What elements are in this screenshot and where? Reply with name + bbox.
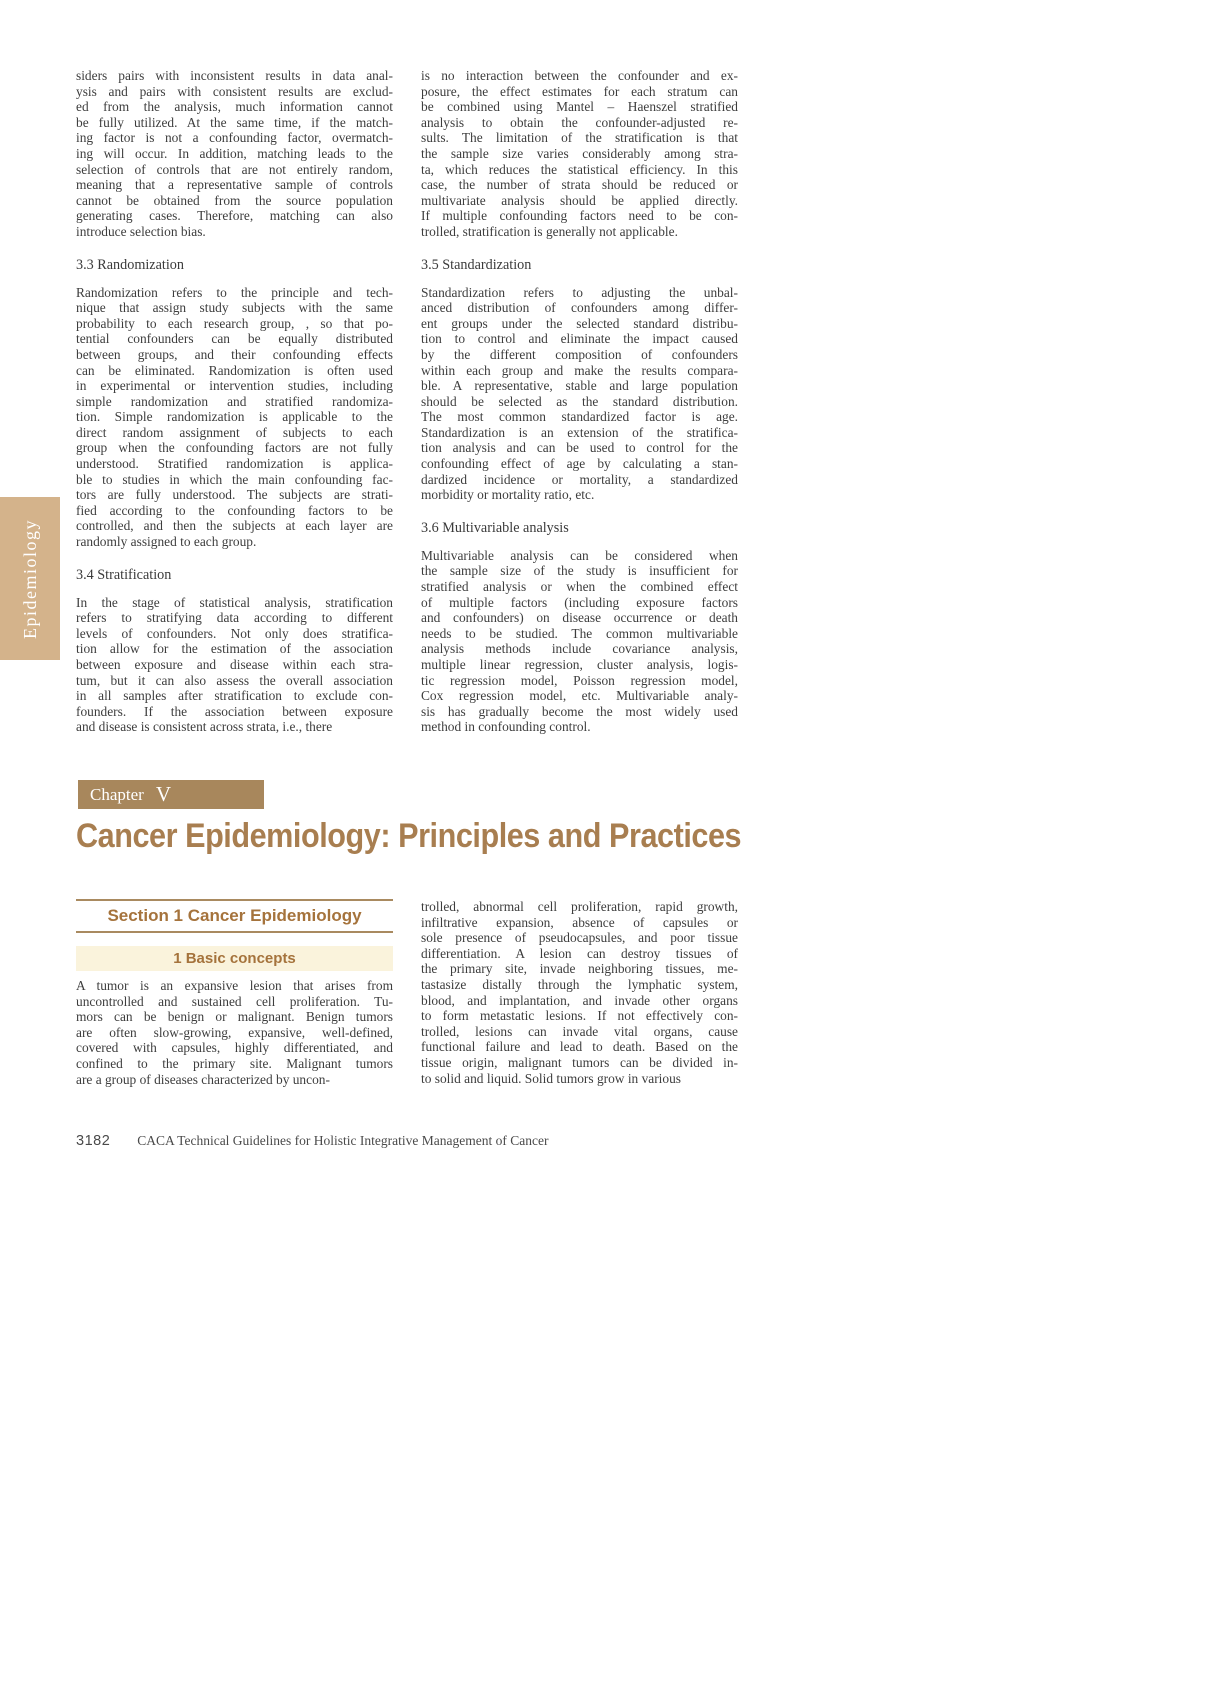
text-line: be fully utilized. At the same time, if the match-: [76, 114, 393, 130]
section-heading: Section 1 Cancer Epidemiology: [76, 899, 393, 933]
text-line: Standardization refers to adjusting the unbal-: [421, 284, 738, 300]
text-line: Multivariable analysis can be considered when: [421, 547, 738, 563]
text-line: The most common standardized factor is age.: [421, 409, 738, 425]
chapter-label: Chapter: [90, 784, 144, 804]
text-line: analysis to obtain the confounder-adjusted re-: [421, 114, 738, 130]
text-line: covered with capsules, highly differentiated, and: [76, 1040, 393, 1056]
text-line: tum, but it can also assess the overall association: [76, 672, 393, 688]
text-line: sis has gradually become the most widely used: [421, 703, 738, 719]
text-line: tors are fully understood. The subjects are strati-: [76, 487, 393, 503]
text-line: ysis and pairs with consistent results are exclud-: [76, 83, 393, 99]
paragraph: [76, 285, 393, 550]
text-line: ent groups under the selected standard distribu-: [421, 315, 738, 331]
text-line: needs to be studied. The common multivariable: [421, 625, 738, 641]
chapter-numeral: V: [155, 782, 171, 806]
text-line: Cox regression model, etc. Multivariable analy-: [421, 688, 738, 704]
text-line: cannot be obtained from the source population: [76, 192, 393, 208]
text-line: levels of confounders. Not only does stratifica-: [76, 625, 393, 641]
subsection-heading: 3.3 Randomization: [76, 256, 184, 273]
text-line: are often slow-growing, expansive, well-defined,: [76, 1024, 393, 1040]
text-column-right: [421, 899, 738, 1087]
text-line: anced distribution of confounders among differ-: [421, 300, 738, 316]
text-line: ing factor is not a confounding factor, overmatch-: [76, 130, 393, 146]
text-line: ta, which reduces the statistical efficiency. In this: [421, 161, 738, 177]
text-line: be combined using Mantel – Haenszel stratified: [421, 99, 738, 115]
text-line: confounding effect of age by calculating a stan-: [421, 456, 738, 472]
text-line: and confounders) on disease occurrence or death: [421, 610, 738, 626]
text-line: by the different composition of confounders: [421, 346, 738, 362]
text-line: can be eliminated. Randomization is often used: [76, 362, 393, 378]
text-line: should be selected as the standard distribution.: [421, 393, 738, 409]
text-line: trolled, lesions can invade vital organs, cause: [421, 1023, 738, 1039]
text-line: tential confounders can be equally distributed: [76, 331, 393, 347]
text-column-left: [76, 68, 393, 735]
text-line: introduce selection bias.: [76, 223, 206, 239]
text-line: probability to each research group, , so that po-: [76, 315, 393, 331]
text-line: between groups, and their confounding effects: [76, 346, 393, 362]
book-title: CACA Technical Guidelines for Holistic Integrative Management of Cancer: [137, 1133, 549, 1148]
text-line: founders. If the association between exposure: [76, 703, 393, 719]
text-line: in experimental or intervention studies, including: [76, 378, 393, 394]
text-line: If multiple confounding factors need to be con-: [421, 208, 738, 224]
text-line: within each group and make the results compara-: [421, 362, 738, 378]
text-line: differentiation. A lesion can destroy tissues of: [421, 945, 738, 961]
text-line: stratified analysis or when the combined effect: [421, 579, 738, 595]
text-line: A tumor is an expansive lesion that arises from: [76, 978, 393, 993]
page-title: Cancer Epidemiology: Principles and Practices: [76, 817, 742, 855]
text-line: sole presence of pseudocapsules, and poor tissue: [421, 930, 738, 946]
paragraph: [421, 285, 738, 503]
discipline-tab-label: Epidemiology: [19, 518, 40, 639]
subsection-heading: 3.4 Stratification: [76, 566, 172, 583]
text-line: randomly assigned to each group.: [76, 534, 257, 550]
text-line: analysis methods include covariance analysis,: [421, 641, 738, 657]
text-line: tic regression model, Poisson regression model,: [421, 672, 738, 688]
subsection-heading: 3.5 Standardization: [421, 256, 532, 273]
text-line: blood, and implantation, and invade other organs: [421, 992, 738, 1008]
text-line: controlled, and then the subjects at each layer are: [76, 518, 393, 534]
text-line: functional failure and lead to death. Based on the: [421, 1039, 738, 1055]
text-line: ed from the analysis, much information cannot: [76, 99, 393, 115]
text-line: nique that assign study subjects with the same: [76, 300, 393, 316]
text-line: case, the number of strata should be reduced or: [421, 177, 738, 193]
text-line: ing will occur. In addition, matching leads to the: [76, 145, 393, 161]
paragraph: [421, 68, 738, 240]
text-line: ble to studies in which the main confounding fac-: [76, 471, 393, 487]
text-line: sults. The limitation of the stratification is that: [421, 130, 738, 146]
text-line: tion analysis and can be used to control for the: [421, 440, 738, 456]
subsection-heading: 3.6 Multivariable analysis: [421, 519, 569, 536]
text-line: meaning that a representative sample of controls: [76, 177, 393, 193]
text-line: between exposure and disease within each stra-: [76, 657, 393, 672]
text-line: method in confounding control.: [421, 719, 591, 735]
text-line: simple randomization and stratified randomiza-: [76, 393, 393, 409]
discipline-edge-tab: [0, 497, 60, 660]
text-line: in all samples after stratification to exclude con-: [76, 688, 393, 704]
text-line: are a group of diseases characterized by uncon-: [76, 1071, 330, 1087]
text-line: infiltrative expansion, absence of capsules or: [421, 914, 738, 930]
text-line: tion allow for the estimation of the association: [76, 641, 393, 657]
upper-text-columns: [76, 68, 738, 735]
text-column-left: [76, 899, 393, 1087]
paragraph: [421, 548, 738, 735]
chapter-badge: [78, 780, 264, 809]
text-line: posure, the effect estimates for each stratum can: [421, 83, 738, 99]
text-line: Standardization is an extension of the stratifica-: [421, 424, 738, 440]
text-line: Randomization refers to the principle and tech-: [76, 284, 393, 300]
text-line: fied according to the confounding factors to be: [76, 502, 393, 518]
text-line: group when the confounding factors are not fully: [76, 440, 393, 456]
text-line: tissue origin, malignant tumors can be divided in-: [421, 1054, 738, 1070]
text-line: trolled, stratification is generally not applicable.: [421, 223, 678, 239]
page-footer: [76, 1133, 548, 1149]
text-line: ble. A representative, stable and large population: [421, 378, 738, 394]
text-line: to form metastatic lesions. If not effectively con-: [421, 1008, 738, 1024]
lower-text-columns: [76, 899, 738, 1087]
text-line: mors can be benign or malignant. Benign tumors: [76, 1009, 393, 1025]
text-line: understood. Stratified randomization is applica-: [76, 456, 393, 472]
text-line: dardized incidence or mortality, a standardized: [421, 471, 738, 487]
text-line: and disease is consistent across strata, i.e., there: [76, 719, 333, 735]
text-line: tastasize distally through the lymphatic system,: [421, 976, 738, 992]
basic-concepts-heading: 1 Basic concepts: [76, 946, 393, 971]
paragraph: [421, 899, 738, 1086]
text-line: to solid and liquid. Solid tumors grow in various: [421, 1070, 681, 1086]
text-line: confined to the primary site. Malignant tumors: [76, 1055, 393, 1071]
text-line: trolled, abnormal cell proliferation, rapid growth,: [421, 899, 738, 914]
text-line: In the stage of statistical analysis, stratification: [76, 594, 393, 610]
text-line: of multiple factors (including exposure factors: [421, 594, 738, 610]
text-line: tion. Simple randomization is applicable to the: [76, 409, 393, 425]
text-line: generating cases. Therefore, matching can also: [76, 208, 393, 224]
text-line: direct random assignment of subjects to each: [76, 424, 393, 440]
text-line: refers to stratifying data according to different: [76, 610, 393, 626]
text-line: uncontrolled and sustained cell proliferation. Tu-: [76, 993, 393, 1009]
text-line: tion to control and eliminate the impact caused: [421, 331, 738, 347]
text-line: multiple linear regression, cluster analysis, logis-: [421, 657, 738, 672]
paragraph: [76, 978, 393, 1087]
text-line: multivariate analysis should be applied directly.: [421, 192, 738, 208]
text-column-right: [421, 68, 738, 735]
text-line: is no interaction between the confounder and ex-: [421, 68, 738, 83]
text-line: the sample size of the study is insufficient for: [421, 563, 738, 579]
text-line: siders pairs with inconsistent results in data anal-: [76, 68, 393, 83]
paragraph: [76, 595, 393, 735]
text-line: the sample size varies considerably among stra-: [421, 145, 738, 161]
text-line: morbidity or mortality ratio, etc.: [421, 487, 595, 503]
text-line: selection of controls that are not entirely random,: [76, 161, 393, 177]
page-number: 3182: [76, 1133, 111, 1149]
text-line: the primary site, invade neighboring tissues, me-: [421, 961, 738, 977]
section-body: [76, 978, 393, 1087]
paragraph: [76, 68, 393, 240]
